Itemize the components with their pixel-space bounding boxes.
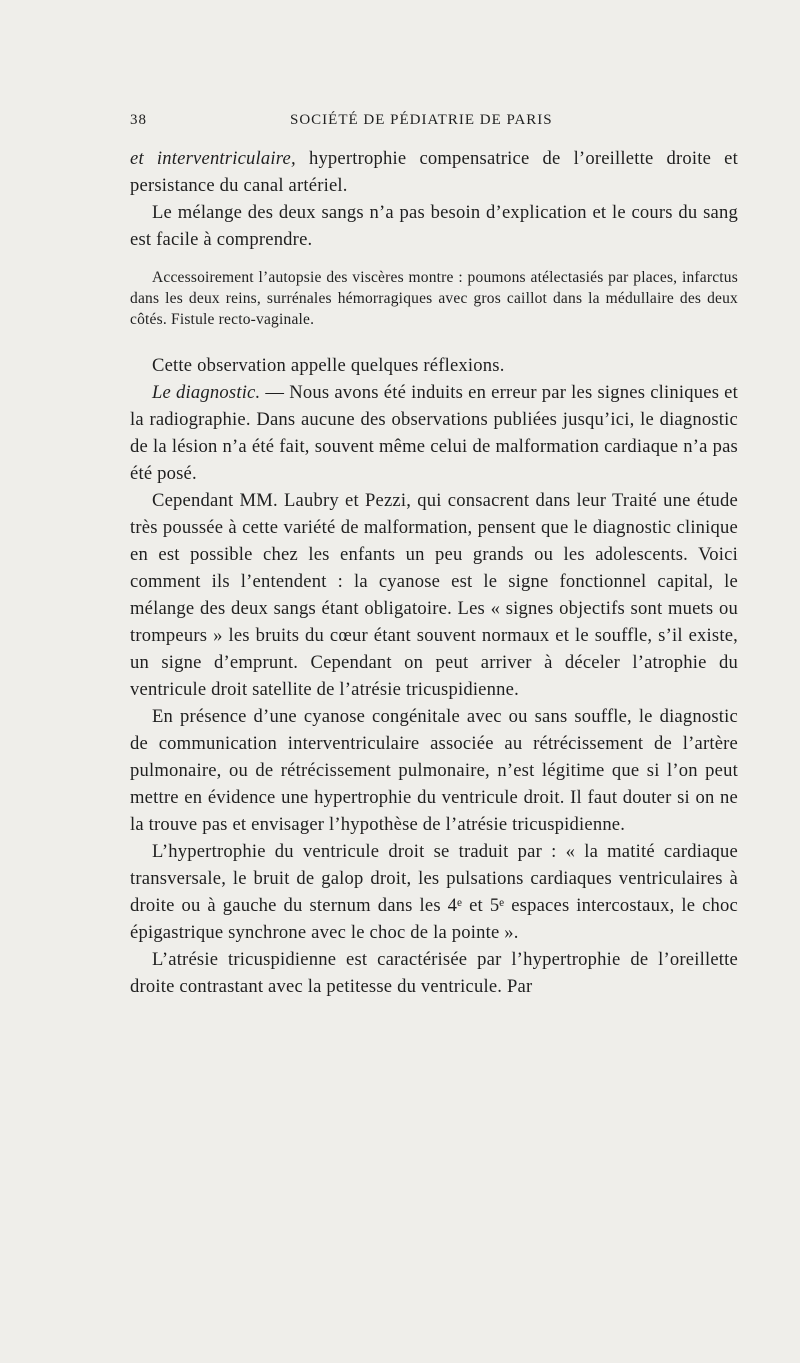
paragraph-5: Le diagnostic. — Nous avons été induits en erreur par les signes cliniques et la radiographie. Dans aucune des observations publiées jusqu’ici, le diagnostic de la lésion n’a été fait, souvent même celui de malformation cardiaque n’a pas été posé. [130,382,738,484]
paragraph-2: Le mélange des deux sangs n’a pas besoin d’explication et le cours du sang est facile à comprendre. [130,202,738,250]
italic-fragment: et interventriculaire, [130,148,296,169]
paragraph-7: En présence d’une cyanose congénitale avec ou sans souffle, le diagnostic de communication interventriculaire associée au rétrécissement de l’artère pulmonaire, ou de rétrécissement pulmonaire, n’est légitime que si l’on peut mettre en évidence une hypertrophie du ventricule droit. Il faut douter si on ne la trouve pas et envisager l’hypothèse de l’atrésie tricuspidienne. [130,706,738,835]
body-text [130,145,738,1000]
paragraph-8: L’hypertrophie du ventricule droit se traduit par : « la matité cardiaque transversale, le bruit de galop droit, les pulsations cardiaques ventriculaires à droite ou à gauche du sternum dans les 4ᵉ et 5ᵉ espaces intercostaux, le choc épigastrique synchrone avec le choc de la pointe ». [130,841,738,943]
paragraph-9: L’atrésie tricuspidienne est caractérisée par l’hypertrophie de l’oreillette droite contrastant avec la petitesse du ventricule. Par [130,949,738,997]
paragraph-1: et interventriculaire, hypertrophie compensatrice de l’oreillette droite et persistance du canal artériel. [130,148,738,196]
page-number: 38 [130,112,147,128]
paragraph-6: Cependant MM. Laubry et Pezzi, qui consacrent dans leur Traité une étude très poussée à cette variété de malformation, pensent que le diagnostic clinique en est possible chez les enfants un peu grands ou les adolescents. Voici comment ils l’entendent : la cyanose est le signe fonctionnel capital, le mélange des deux sangs étant obligatoire. Les « signes objectifs sont muets ou trompeurs » les bruits du cœur étant souvent normaux et le souffle, s’il existe, un signe d’emprunt. Cependant on peut arriver à déceler l’atrophie du ventricule droit satellite de l’atrésie tricuspidienne. [130,490,738,700]
paragraph-4: Cette observation appelle quelques réflexions. [152,355,505,376]
section-heading: Le diagnostic. [152,382,261,403]
paragraph-small-print: Accessoirement l’autopsie des viscères montre : poumons atélectasiés par places, infarctus dans les deux reins, surrénales hémorragiques avec gros caillot dans la médullaire des deux côtés. Fistule recto-vaginale. [130,269,738,328]
running-title: SOCIÉTÉ DE PÉDIATRIE DE PARIS [290,112,553,128]
page-header [130,112,738,136]
